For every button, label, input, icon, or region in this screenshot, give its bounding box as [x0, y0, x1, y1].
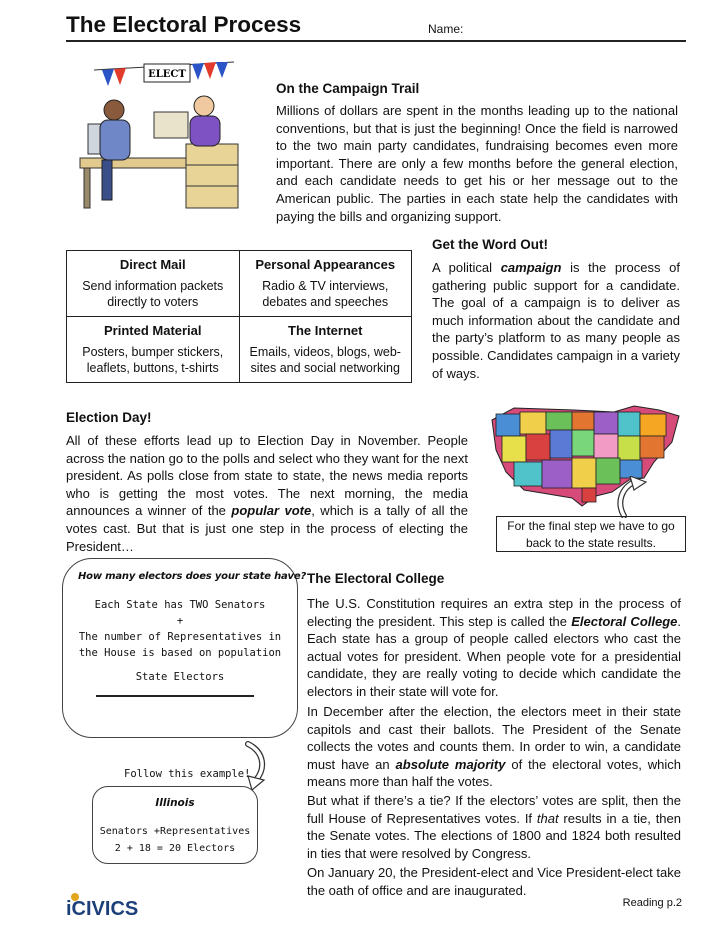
- campaign-office-illustration: [74, 52, 242, 222]
- text-run: results in a tie, then the Senate votes. The elections of 1800 and 1824 both resulted in ties that were resolved by Congress.: [307, 810, 681, 861]
- word-out-heading: Get the Word Out!: [432, 237, 548, 252]
- term-electoral-college: Electoral College: [571, 613, 678, 629]
- method-heading: Printed Material: [103, 323, 202, 338]
- electors-callout-title: How many electors does your state have?: [78, 571, 307, 582]
- method-text: Posters, bumper stickers, leaflets, buttons, t-shirts: [82, 345, 224, 375]
- method-text: Emails, videos, blogs, web-sites and social networking: [249, 345, 401, 375]
- page-number: Reading p.2: [622, 897, 682, 909]
- campaign-trail-heading: On the Campaign Trail: [276, 81, 420, 96]
- method-heading: Direct Mail: [119, 257, 186, 272]
- method-heading: Personal Appearances: [255, 257, 396, 272]
- word-out-text: [432, 259, 680, 382]
- answer-line: [96, 695, 254, 697]
- electoral-college-p2: [307, 703, 681, 791]
- electoral-college-p3: [307, 792, 681, 862]
- example-formula: [92, 823, 258, 857]
- map-callout-box: For the final step we have to go back to the state results.: [496, 516, 686, 552]
- page-title: The Electoral Process: [66, 12, 302, 37]
- table-cell: [67, 251, 240, 317]
- electoral-college-p1: [307, 595, 681, 701]
- name-label: Name:: [428, 22, 464, 36]
- term-campaign: campaign: [500, 260, 562, 275]
- method-text: Radio & TV interviews, debates and speeches: [262, 279, 389, 309]
- logo-lettering: iCIVICS: [66, 898, 139, 919]
- formula-line: Senators +Representatives: [99, 826, 251, 837]
- example-state: Illinois: [155, 797, 195, 809]
- table-row: [67, 317, 412, 383]
- table-cell: [67, 317, 240, 383]
- method-heading: The Internet: [288, 323, 363, 338]
- us-map-illustration: [484, 402, 684, 512]
- term-absolute-majority: absolute majority: [395, 756, 506, 772]
- campaign-methods-table: [66, 250, 412, 383]
- text-run: All of these efforts lead up to Election Day in November. People across the nation go to the polls and select who they want for the next president. As polls close from state to state, the news media reports who is getting the most votes. The next morning, the media announces a winner of the: [66, 433, 468, 519]
- election-day-heading: Election Day!: [66, 410, 152, 425]
- campaign-trail-text: Millions of dollars are spent in the months leading up to the national conventions, but that is just the beginning! Once the field is narrowed to the two main party candidates, fundraising becomes even more important. There are only a few months before the general election, and each candidate needs to get his or her message out to the American public. The parties in each state help the candidates with paying the bills and organizing support.: [276, 103, 678, 224]
- election-day-text: [66, 432, 468, 555]
- term-popular-vote: popular vote: [231, 503, 312, 519]
- elect-sign: ELECT: [148, 69, 186, 80]
- table-cell: [239, 317, 412, 383]
- formula-line: 2 + 18 = 20 Electors: [114, 843, 236, 854]
- icivics-logo: [64, 889, 160, 919]
- text-run: In December after the election, the electors meet in their state capitols and cast their ballots. The President of the Senate collects the votes and counts them. In order to win, a candidate must have an: [307, 704, 681, 772]
- method-text: Send information packets directly to voters: [82, 279, 224, 309]
- text-run: , which is a tally of all the votes cast. But that is just one step in the process of electing the President…: [66, 503, 468, 554]
- down-arrow-icon: [234, 740, 274, 790]
- text-run: A political: [432, 260, 501, 275]
- term-that: that: [536, 810, 559, 826]
- senators-line: Each State has TWO Senators: [94, 599, 266, 611]
- representatives-line: The number of Representatives in the House is based on population: [78, 631, 282, 659]
- curved-arrow-icon: [612, 476, 652, 518]
- electoral-college-heading: The Electoral College: [307, 571, 445, 586]
- text-run: But what if there’s a tie? If the electors’ votes are split, then the full House of Representatives votes. If: [307, 793, 681, 826]
- state-electors-label: State Electors: [135, 671, 225, 683]
- text-run: . Each state has a group of people called electors who cast the actual votes for president. When people vote for a presidential candidate, they are really voting to decide which candidate the electors in their state will vote for.: [307, 613, 682, 699]
- text-run: The U.S. Constitution requires an extra step in the process of electing the president. This step is called the: [307, 596, 681, 629]
- plus-sign: +: [176, 615, 184, 627]
- example-label: Follow this example!: [124, 768, 251, 780]
- header-rule: [66, 40, 686, 42]
- table-row: [67, 251, 412, 317]
- table-cell: [239, 251, 412, 317]
- electoral-college-p4: On January 20, the President-elect and Vice President-elect take the oath of office and are inaugurated.: [307, 865, 681, 898]
- text-run: is the process of gathering public support for a candidate. The goal of a campaign is to deliver as much information about the candidate and the party’s platform to as many people as possible. Candidates campaign in a variety of ways.: [432, 260, 680, 381]
- text-run: of the electoral votes, which means more than half the votes.: [307, 756, 681, 790]
- electors-rule-text: [70, 597, 290, 685]
